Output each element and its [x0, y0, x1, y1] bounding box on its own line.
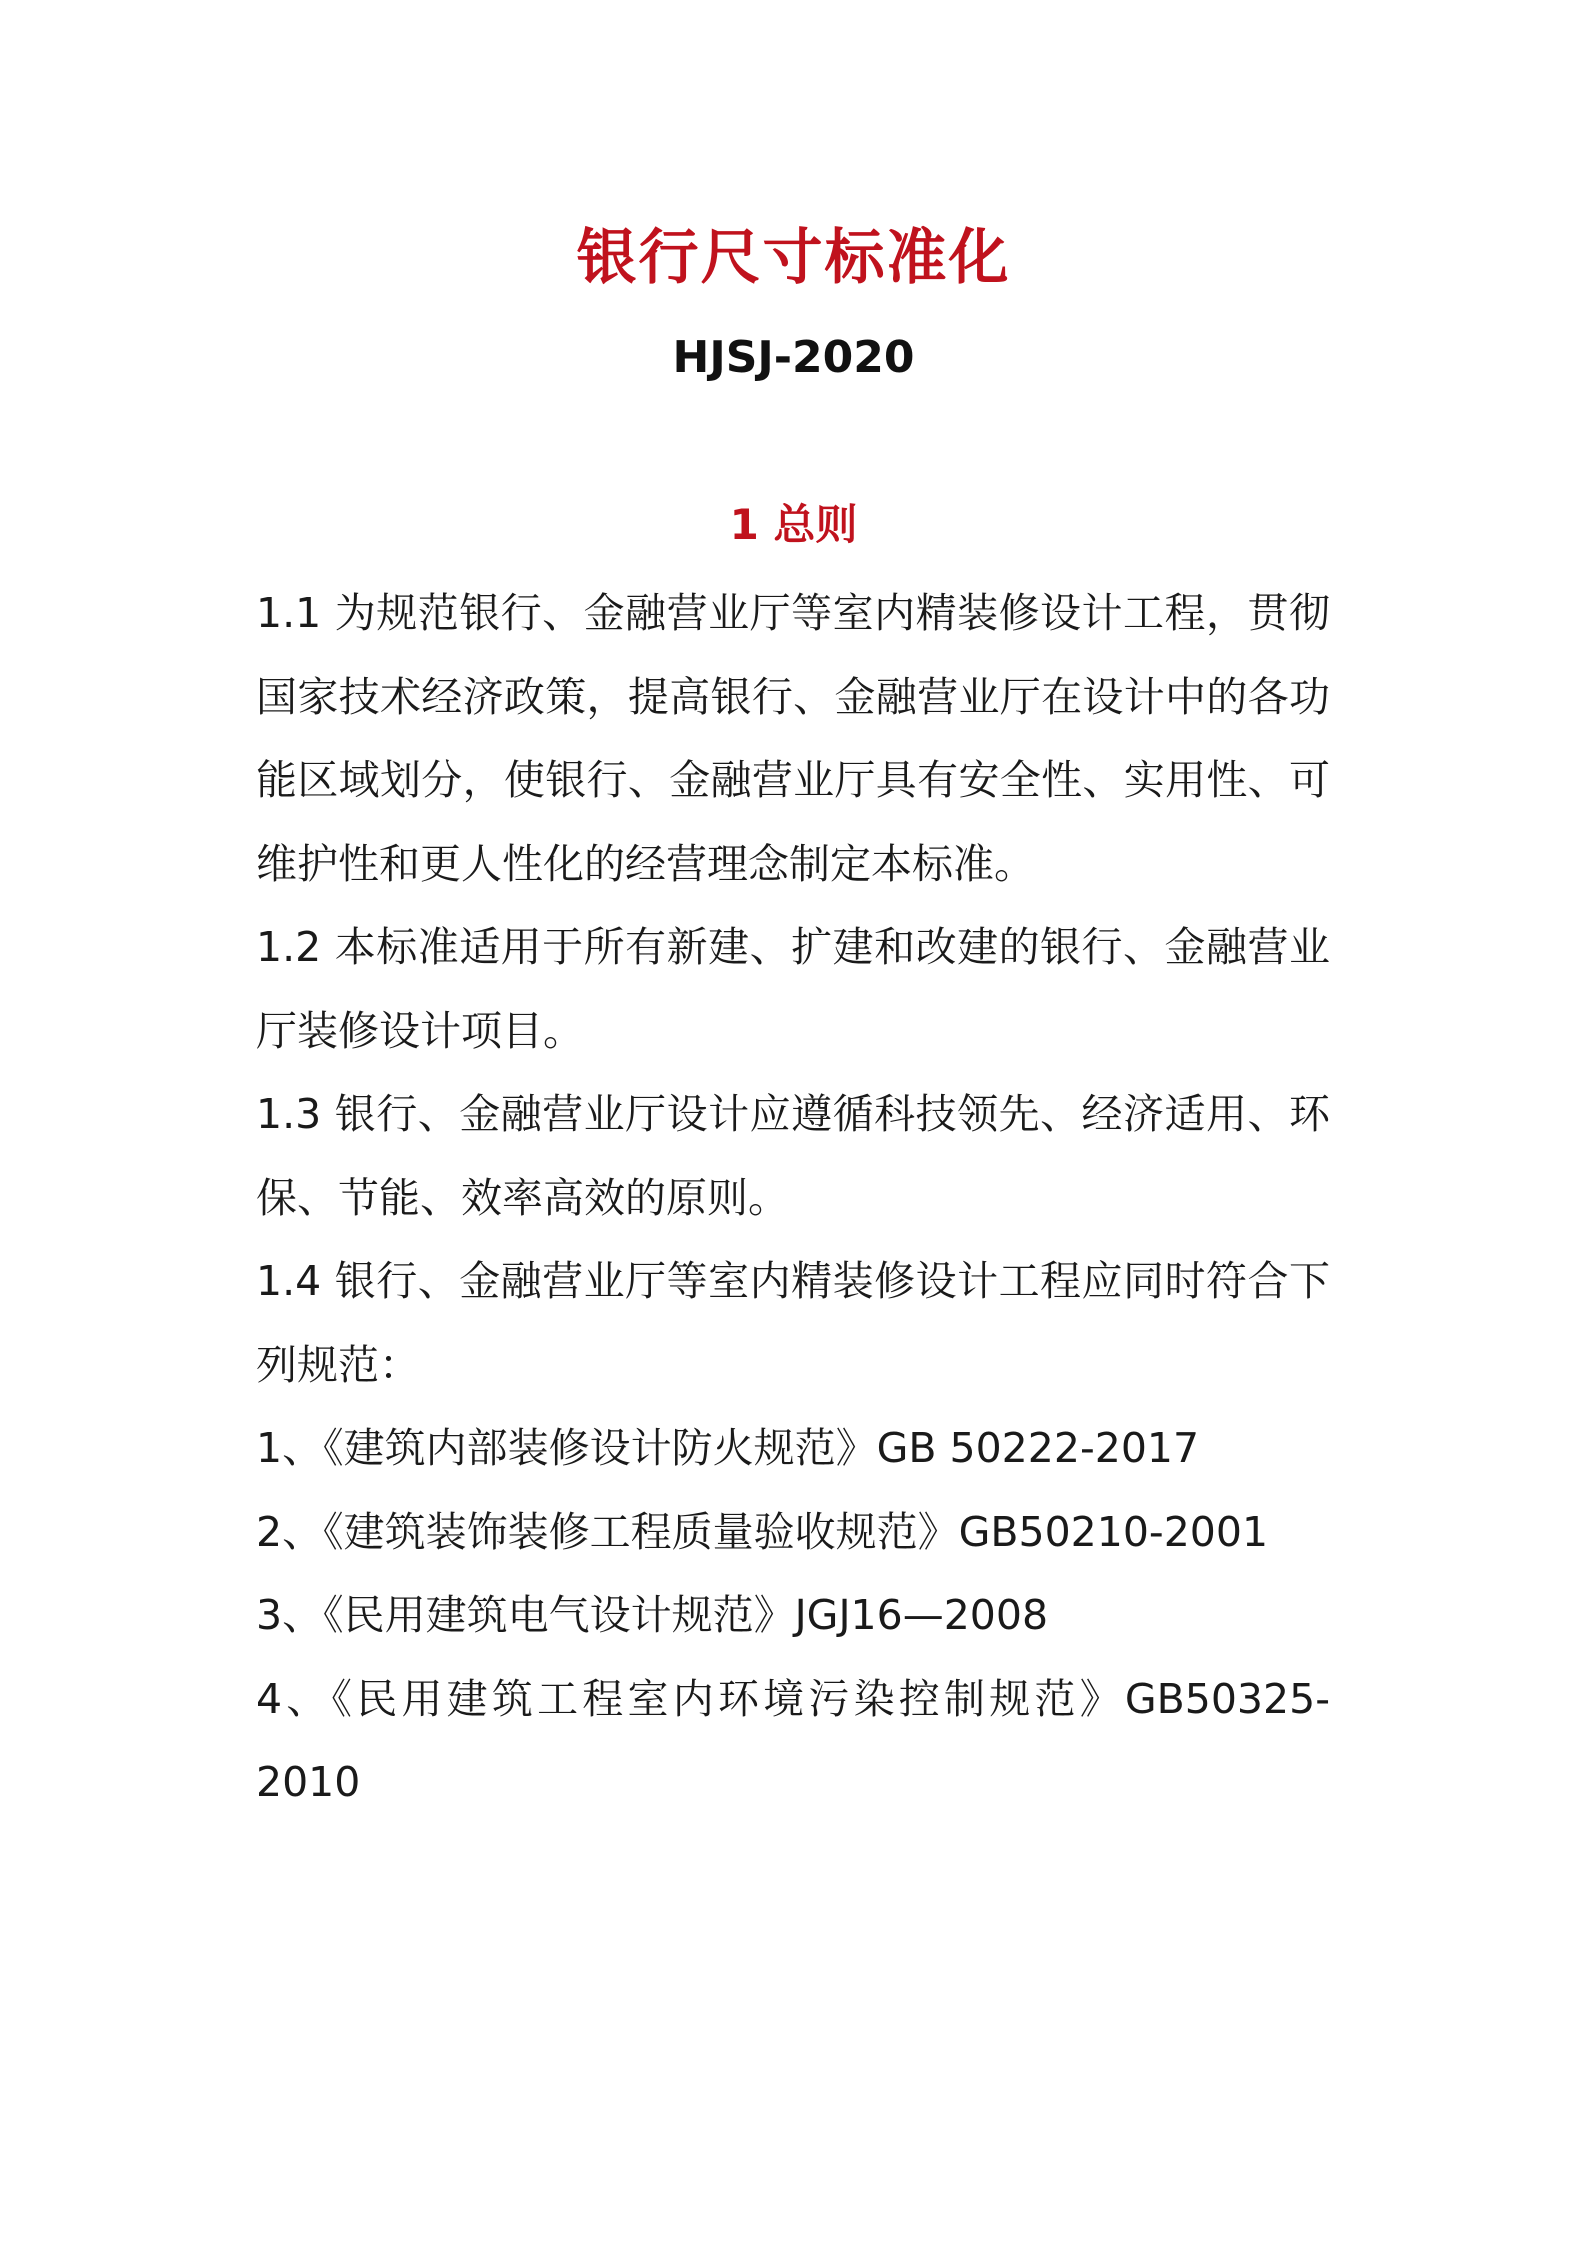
- paragraph-1-3: 1.3 银行、金融营业厅设计应遵循科技领先、经济适用、环保、节能、效率高效的原则。: [256, 1090, 1330, 1222]
- reference-item: 4、《民用建筑工程室内环境污染控制规范》GB50325-2010: [256, 1674, 1330, 1806]
- reference-item: 2、《建筑装饰装修工程质量验收规范》GB50210-2001: [256, 1507, 1269, 1556]
- reference-item: 1、《建筑内部装修设计防火规范》GB 50222-2017: [256, 1424, 1200, 1472]
- paragraph-1-2: 1.2 本标准适用于所有新建、扩建和改建的银行、金融营业厅装修设计项目。: [256, 923, 1330, 1055]
- document-title: 银行尺寸标准化: [576, 223, 1011, 293]
- document-code: HJSJ-2020: [672, 332, 915, 383]
- paragraph-1-4: 1.4 银行、金融营业厅等室内精装修设计工程应同时符合下列规范：: [256, 1257, 1330, 1389]
- section-heading: 1 总则: [729, 500, 858, 549]
- paragraph-1-1: 1.1 为规范银行、金融营业厅等室内精装修设计工程，贯彻国家技术经济政策，提高银行、金融营业厅在设计中的各功能区域划分，使银行、金融营业厅具有安全性、实用性、可维护性和更人性化的经营理念制定本标准。: [256, 589, 1330, 888]
- reference-item: 3、《民用建筑电气设计规范》JGJ16—2008: [256, 1591, 1049, 1639]
- document-body: [256, 572, 1330, 1825]
